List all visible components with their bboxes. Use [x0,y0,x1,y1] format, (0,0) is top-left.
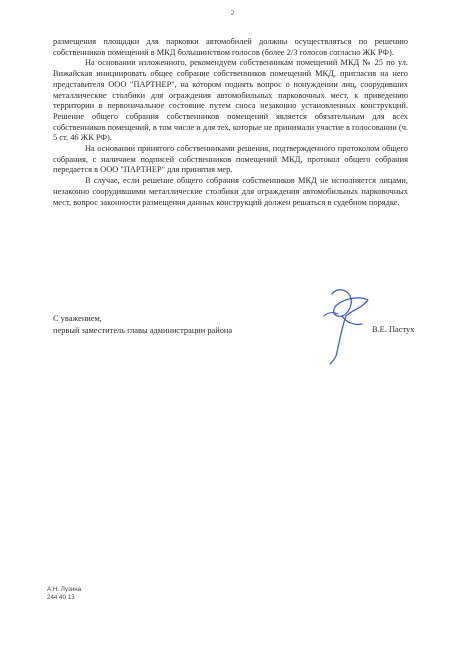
paragraph-recommendation: На основании изложенного, рекомендуем собственникам помещений МКД № 25 по ул. Вижайская инициировать общее собрание собственников помещений МКД, пригласив на него представителя ООО "ПАРТНЕР", на котором поднять вопрос о понуждении лиц, соорудивших металлические столбики для ограждения автомобильных парковочных мест, к приведению территории в первоначальное состояние путем сноса незаконно установленных конструкций. Решение общего собрания собственников помещений является обязательным для всех собственников помещений, в том числе и для тех, которые не принимали участие в голосовании (ч. 5 ст. 46 ЖК РФ). [53,58,408,143]
signer-name: В.Е. Пастух [372,325,415,334]
paragraph-protocol: На основании принятого собственниками решения, подтвержденного протоколом общего собрания, с наличием подписей собственников помещений МКД, протокол общего собрания передается в ООО "ПАРТНЕР" для принятия мер. [53,144,408,175]
signer-position: первый заместитель главы администрации района [53,326,233,335]
executor-info [47,586,81,602]
executor-name: А.Н. Лузина [47,586,82,593]
closing-regards: С уважением, [53,314,102,323]
handwritten-signature [312,286,374,366]
page-number: 2 [230,9,235,17]
letter-body [53,37,408,208]
executor-phone: 244 40 13 [47,594,75,602]
paragraph-continuation: размещения площадки для парковки автомобилей должны осуществляться по решению собственников помещений в МКД большинством голосов (более 2/3 голосов согласно ЖК РФ). [53,37,408,57]
closing-block [53,313,232,337]
paragraph-court: В случае, если решение общего собрания собственников МКД не исполняется лицами, незаконно соорудившими металлические столбики для ограждения автомобильных парковочных мест, вопрос законности размещения данных конструкций должен решаться в судебном порядке. [53,176,408,207]
